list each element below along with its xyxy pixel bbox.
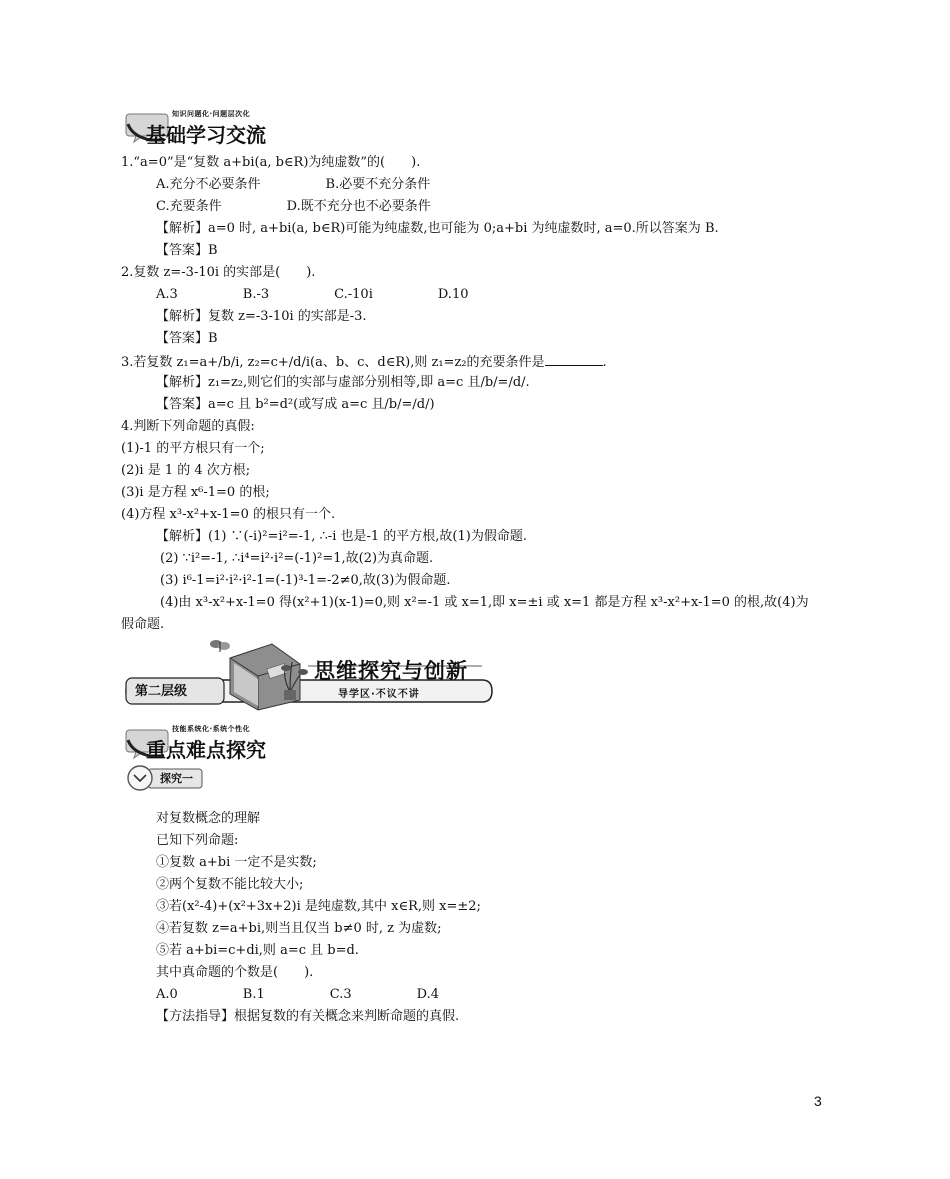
q4-analysis-1: 【解析】(1) ∵(-i)²=i²=-1, ∴-i 也是-1 的平方根,故(1)为假命题.	[156, 529, 527, 544]
page-number: 3	[814, 1093, 822, 1109]
banner-subtitle: 导学区·不议不讲	[338, 689, 420, 700]
explore-topic: 对复数概念的理解	[156, 811, 261, 826]
book-icon	[230, 644, 300, 710]
q4-item-4: (4)方程 x³-x²+x-1=0 的根只有一个.	[121, 507, 336, 522]
q4-item-3: (3)i 是方程 x⁶-1=0 的根;	[121, 485, 270, 500]
proposition-5: ⑤若 a+bi=c+di,则 a=c 且 b=d.	[156, 943, 359, 958]
section2-title: 重点难点探究	[146, 738, 266, 762]
explore-tab-label: 探究一	[160, 772, 193, 785]
section2-tagline: 技能系统化·系统个性化	[172, 725, 251, 733]
proposition-4: ④若复数 z=a+bi,则当且仅当 b≠0 时, z 为虚数;	[156, 921, 442, 936]
section1-title: 基础学习交流	[146, 123, 266, 147]
q4-analysis-4: (4)由 x³-x²+x-1=0 得(x²+1)(x-1)=0,则 x²=-1 或 x=1,即 x=±i 或 x=1 都是方程 x³-x²+x-1=0 的根,故(4)为	[160, 595, 809, 610]
q1-stem: 1.“a=0”是“复数 a+bi(a, b∈R)为纯虚数”的( ).	[121, 155, 421, 170]
q3-stem-text: 3.若复数 z₁=a+/b/i, z₂=c+/d/i(a、b、c、d∈R),则 z₁=z₂的充要条件是	[121, 355, 545, 370]
explore-options: A.0 B.1 C.3 D.4	[156, 987, 439, 1002]
q3-stem-end: .	[602, 355, 607, 370]
q4-analysis-2: (2) ∵i²=-1, ∴i⁴=i²·i²=(-1)²=1,故(2)为真命题.	[160, 551, 434, 566]
q3-analysis: 【解析】z₁=z₂,则它们的实部与虚部分别相等,即 a=c 且/b/=/d/.	[156, 375, 530, 390]
proposition-1: ①复数 a+bi 一定不是实数;	[156, 855, 317, 870]
butterfly-icon	[210, 640, 230, 652]
q1-answer: 【答案】B	[156, 243, 218, 258]
q1-analysis: 【解析】a=0 时, a+bi(a, b∈R)可能为纯虚数,也可能为 0;a+bi 为纯虚数时, a=0.所以答案为 B.	[156, 221, 719, 236]
q4-item-1: (1)-1 的平方根只有一个;	[121, 441, 265, 456]
q2-options: A.3 B.-3 C.-10i D.10	[156, 287, 469, 302]
explore-question: 其中真命题的个数是( ).	[156, 965, 314, 980]
q4-analysis-3: (3) i⁶-1=i²·i²·i²-1=(-1)³-1=-2≠0,故(3)为假命题.	[160, 573, 451, 588]
q1-options-ab: A.充分不必要条件 B.必要不充分条件	[156, 177, 431, 192]
q3-stem	[121, 353, 607, 371]
banner-title: 思维探究与创新	[314, 659, 468, 683]
q4-analysis-4-cont: 假命题.	[121, 617, 165, 632]
level-label: 第二层级	[135, 684, 188, 699]
proposition-2: ②两个复数不能比较大小;	[156, 877, 304, 892]
method-guide: 【方法指导】根据复数的有关概念来判断命题的真假.	[156, 1009, 460, 1024]
q1-options-cd: C.充要条件 D.既不充分也不必要条件	[156, 199, 431, 214]
proposition-3: ③若(x²-4)+(x²+3x+2)i 是纯虚数,其中 x∈R,则 x=±2;	[156, 899, 481, 914]
q4-item-2: (2)i 是 1 的 4 次方根;	[121, 463, 251, 478]
q2-answer: 【答案】B	[156, 331, 218, 346]
q2-analysis: 【解析】复数 z=-3-10i 的实部是-3.	[156, 309, 367, 324]
q4-stem: 4.判断下列命题的真假:	[121, 419, 255, 434]
section1-tagline: 知识问题化·问题层次化	[172, 110, 251, 118]
answer-blank	[545, 353, 603, 366]
explore-intro: 已知下列命题:	[156, 833, 239, 848]
q3-answer: 【答案】a=c 且 b²=d²(或写成 a=c 且/b/=/d/)	[156, 397, 435, 412]
q2-stem: 2.复数 z=-3-10i 的实部是( ).	[121, 265, 316, 280]
